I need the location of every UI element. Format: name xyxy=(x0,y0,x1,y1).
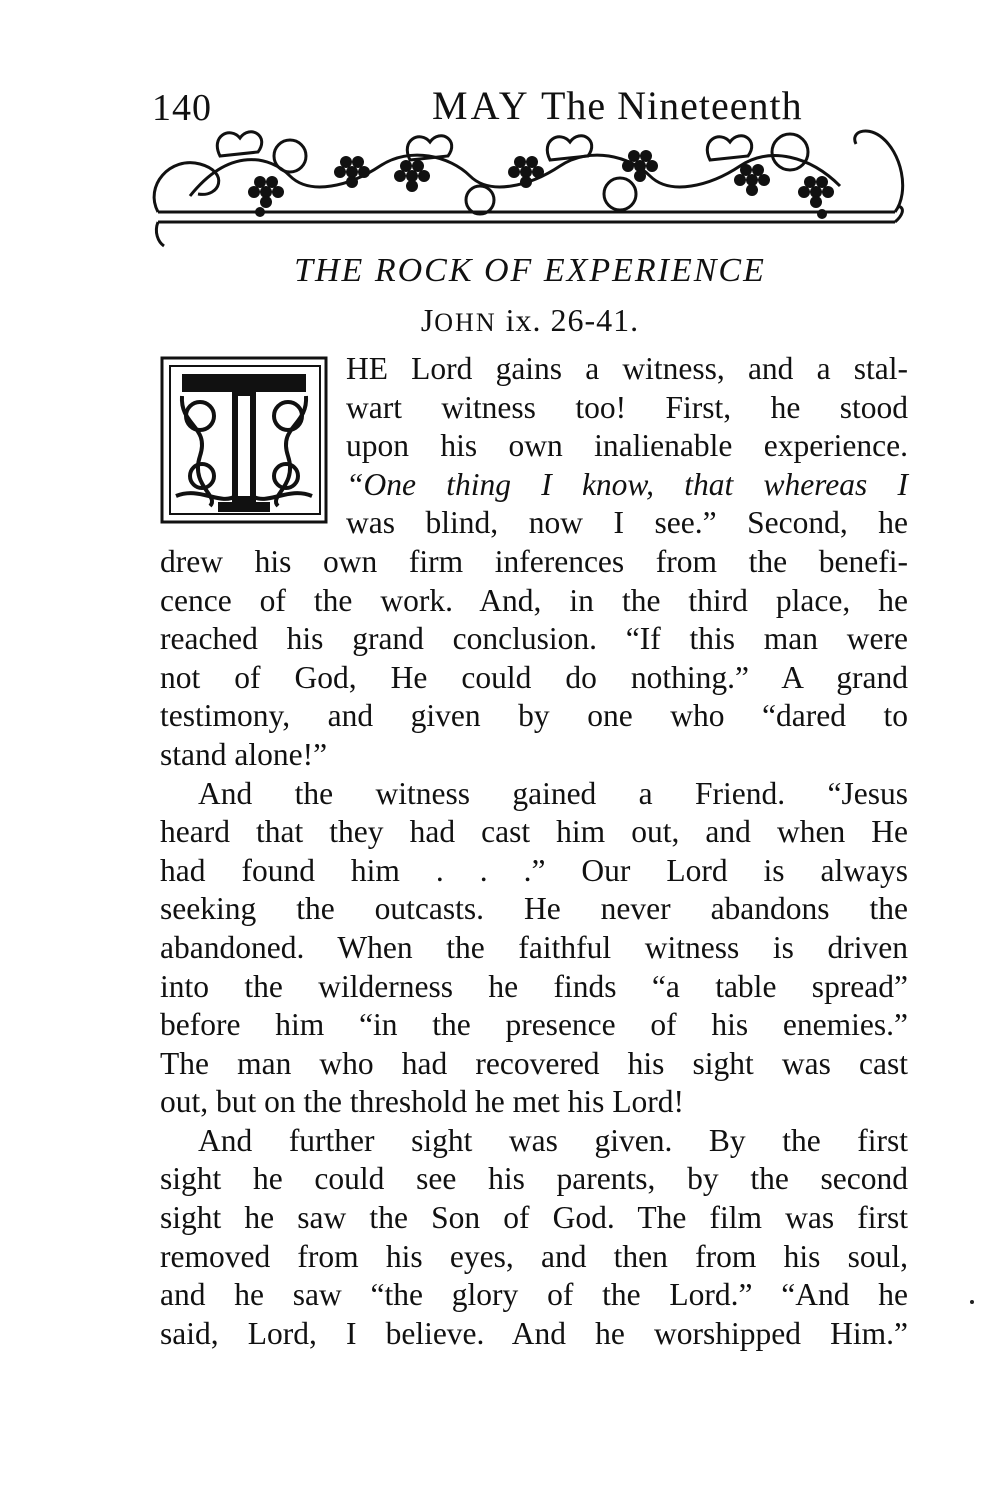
text-line: stand alone!” xyxy=(160,736,328,772)
body-text xyxy=(160,350,908,1353)
text-line: into the wilderness he finds “a table spread” xyxy=(160,968,908,1004)
stray-ink-mark xyxy=(970,1300,974,1304)
text-line: HE Lord gains a witness, and a stal- xyxy=(346,351,908,386)
ornamental-dropcap-t xyxy=(160,356,328,524)
text-line: upon his own inalienable experience. xyxy=(346,428,908,464)
running-head-month: MAY xyxy=(432,83,531,128)
reference-passage: ix. 26-41. xyxy=(505,302,640,338)
text-line: sight he could see his parents, by the second xyxy=(160,1161,908,1197)
text-line: seeking the outcasts. He never abandons the xyxy=(160,891,908,927)
page-number: 140 xyxy=(152,87,212,129)
text-line: and he saw “the glory of the Lord.” “And he xyxy=(160,1277,908,1313)
text-line: testimony, and given by one who “dared to xyxy=(160,698,908,734)
text-line: was blind, now I see.” Second, he xyxy=(346,505,908,541)
text-line: abandoned. When the faithful witness is driven xyxy=(160,929,908,965)
running-head-day: The Nineteenth xyxy=(540,83,803,128)
text-line: wart witness too! First, he stood xyxy=(346,389,908,425)
text-line: The man who had recovered his sight was cast xyxy=(160,1045,908,1081)
scripture-reference xyxy=(0,302,1000,339)
text-line: before him “in the presence of his enemies.” xyxy=(160,1007,908,1043)
text-line: reached his grand conclusion. “If this man were xyxy=(160,621,908,657)
text-line: And further sight was given. By the first xyxy=(198,1122,908,1158)
paragraph-3 xyxy=(160,1122,908,1354)
text-line: And the witness gained a Friend. “Jesus xyxy=(198,775,908,811)
text-line: said, Lord, I believe. And he worshipped Him.” xyxy=(160,1315,908,1351)
text-line: not of God, He could do nothing.” A grand xyxy=(160,659,908,695)
text-line: out, but on the threshold he met his Lord! xyxy=(160,1084,685,1120)
text-line: drew his own firm inferences from the benefi- xyxy=(160,543,908,579)
reference-book-initial: J xyxy=(420,302,435,338)
text-line: cence of the work. And, in the third place, he xyxy=(160,582,908,618)
text-line: removed from his eyes, and then from his soul, xyxy=(160,1238,908,1274)
reference-book-rest: OHN xyxy=(434,308,497,337)
text-line: sight he saw the Son of God. The film was first xyxy=(160,1200,908,1236)
text-line: “One thing I know, that whereas I xyxy=(346,466,908,502)
chapter-title: THE ROCK OF EXPERIENCE xyxy=(294,252,766,289)
vine-headpiece-ornament xyxy=(150,116,910,248)
text-line: heard that they had cast him out, and when He xyxy=(160,814,908,850)
paragraph-2 xyxy=(160,775,908,1122)
text-line: had found him . . .” Our Lord is always xyxy=(160,852,908,888)
